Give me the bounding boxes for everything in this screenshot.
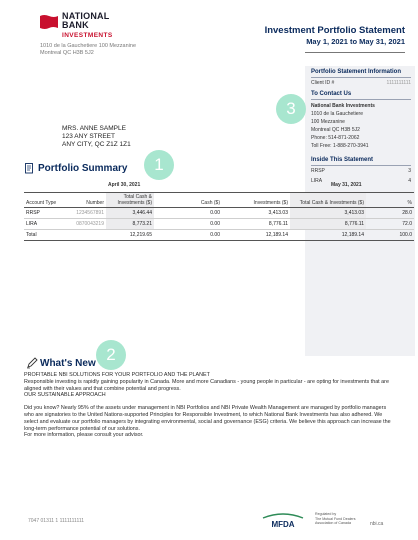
- table-header-row: [24, 193, 414, 208]
- sidebar-inside-title: Inside This Statement: [311, 154, 411, 166]
- mfda-label: MFDA: [271, 520, 295, 529]
- client-id-value: 1111111111: [386, 80, 411, 86]
- contact-line: 100 Mezzanine: [311, 119, 345, 125]
- bank-flag-icon: [40, 14, 58, 30]
- logo-line-3: INVESTMENTS: [62, 32, 113, 39]
- header-divider: [305, 52, 405, 53]
- regulator-line: Regulated by: [315, 512, 337, 516]
- mfda-emblem-icon: [257, 512, 309, 530]
- cell-cash: 0.00: [154, 219, 222, 230]
- cell-account-type: RRSP: [24, 208, 62, 219]
- cell-investments: 8,776.11: [222, 219, 290, 230]
- footer-code: 7047 01311 1 1111111111: [28, 518, 85, 524]
- logo-line-1: NATIONAL: [62, 11, 110, 21]
- cell-total-may: 8,776.11: [290, 219, 366, 230]
- client-id-row: [311, 78, 415, 88]
- cell-number: 0870043219: [62, 219, 106, 230]
- summary-date-april: April 30, 2021: [108, 182, 141, 188]
- inside-item[interactable]: [311, 176, 415, 186]
- whats-new-text: Responsible investing is rapidly gaining popularity in Canada. More and more Canadians - young people in particular - are opting for investments that are: [24, 378, 389, 385]
- whats-new-body: [24, 372, 412, 439]
- col-cash: Cash ($): [154, 193, 222, 208]
- statement-title: Investment Portfolio Statement: [264, 25, 405, 36]
- cell-percent: 72.0: [366, 219, 414, 230]
- regulator-line: Association of Canada: [315, 521, 351, 525]
- recipient-name: MRS. ANNE SAMPLE: [62, 125, 126, 132]
- cell-cash: 0.00: [154, 208, 222, 219]
- cell-total-april: 12,219.65: [106, 230, 154, 241]
- marker-three: 3: [276, 94, 306, 124]
- regulator-line: The Mutual Fund Dealers: [315, 516, 356, 521]
- recipient-street: 123 ANY STREET: [62, 133, 115, 140]
- logo-wordmark: [62, 12, 113, 40]
- col-percent: %: [366, 193, 414, 208]
- cell-total-percent: 100.0: [366, 230, 414, 241]
- sidebar-contact-title: To Contact Us: [311, 88, 411, 100]
- whats-new-text: long-term performance potential of our solutions.: [24, 425, 140, 432]
- table-row[interactable]: [24, 208, 414, 219]
- cell-total-cash: 0.00: [154, 230, 222, 241]
- whats-new-pen-icon: [26, 357, 38, 369]
- whats-new-text: For more information, please consult your advisor.: [24, 432, 144, 439]
- portfolio-summary-table: [24, 192, 414, 241]
- col-total-may: Total Cash & Investments ($): [290, 193, 366, 208]
- contact-line: 1010 de la Gauchetiere: [311, 111, 363, 117]
- logo-line-2: BANK: [62, 20, 89, 30]
- summary-document-icon: [24, 163, 35, 174]
- contact-name: National Bank Investments: [311, 103, 375, 109]
- sidebar-info-title: Portfolio Statement Information: [311, 66, 411, 78]
- whats-new-text: select and evaluate our portfolio managers by integrating environmental, social and governance (ESG) criteria. We believe this approach can increase the: [24, 418, 391, 425]
- whats-new-subheading: OUR SUSTAINABLE APPROACH: [24, 392, 106, 399]
- bank-address-line: Montreal QC H3B 5J2: [40, 50, 94, 56]
- inside-item-label: RRSP: [311, 168, 325, 174]
- bank-address-line: 1010 de la Gauchetiere 100 Mezzanine: [40, 43, 137, 49]
- mfda-logo: [257, 512, 309, 535]
- cell-percent: 28.0: [366, 208, 414, 219]
- regulator-note: [315, 512, 356, 526]
- portfolio-summary-title: Portfolio Summary: [38, 163, 128, 174]
- inside-item-page: 3: [408, 168, 411, 174]
- cell-total-number: [62, 230, 106, 241]
- col-number: Number: [62, 193, 106, 208]
- cell-account-type: LIRA: [24, 219, 62, 230]
- whats-new-title: What's New: [40, 358, 96, 369]
- table-total-row: [24, 230, 414, 241]
- summary-date-may: May 31, 2021: [331, 182, 362, 188]
- whats-new-text: who are signatories to the United Nations-supported Principles for Responsible Investment, to which National Bank Investments has also adhered. We: [24, 411, 383, 418]
- inside-item-page: 4: [408, 178, 411, 184]
- cell-total-investments: 12,189.14: [222, 230, 290, 241]
- cell-number: 1234567891: [62, 208, 106, 219]
- marker-two: 2: [96, 340, 126, 370]
- inside-item-label: LIRA: [311, 178, 323, 184]
- statement-period: May 1, 2021 to May 31, 2021: [306, 37, 405, 46]
- col-investments: Investments ($): [222, 193, 290, 208]
- cell-total-may: 12,189.14: [290, 230, 366, 241]
- website-link[interactable]: nbi.ca: [370, 521, 384, 527]
- whats-new-text: Did you know? Nearly 95% of the assets under management in NBI Portfolios and NBI Private Wealth Management are managed by portfolio managers: [24, 405, 387, 412]
- marker-one: 1: [144, 150, 174, 180]
- contact-toll-free: Toll Free: 1-888-270-3941: [311, 143, 369, 149]
- bank-address: [40, 43, 136, 57]
- table-row[interactable]: [24, 219, 414, 230]
- contact-phone: Phone: 514-871-2062: [311, 135, 360, 141]
- contact-line: Montreal QC H3B 5J2: [311, 127, 360, 133]
- whats-new-text: aligned with their values and that combine potential and progress.: [24, 385, 181, 392]
- cell-investments: 3,413.03: [222, 208, 290, 219]
- recipient-address: [62, 125, 131, 149]
- cell-total-april: 3,446.44: [106, 208, 154, 219]
- client-id-label: Client ID #: [311, 80, 335, 86]
- col-total-april: Total Cash & Investments ($): [106, 193, 154, 208]
- cell-total-label: Total: [24, 230, 62, 241]
- national-bank-logo: [40, 12, 150, 42]
- statement-header: [265, 25, 405, 46]
- whats-new-heading: PROFITABLE NBI SOLUTIONS FOR YOUR PORTFOLIO AND THE PLANET: [24, 372, 210, 378]
- recipient-city: ANY CITY, QC Z1Z 1Z1: [62, 141, 131, 148]
- inside-item[interactable]: [311, 166, 415, 176]
- cell-total-may: 3,413.03: [290, 208, 366, 219]
- cell-total-april: 8,773.21: [106, 219, 154, 230]
- col-account-type: Account Type: [24, 193, 62, 208]
